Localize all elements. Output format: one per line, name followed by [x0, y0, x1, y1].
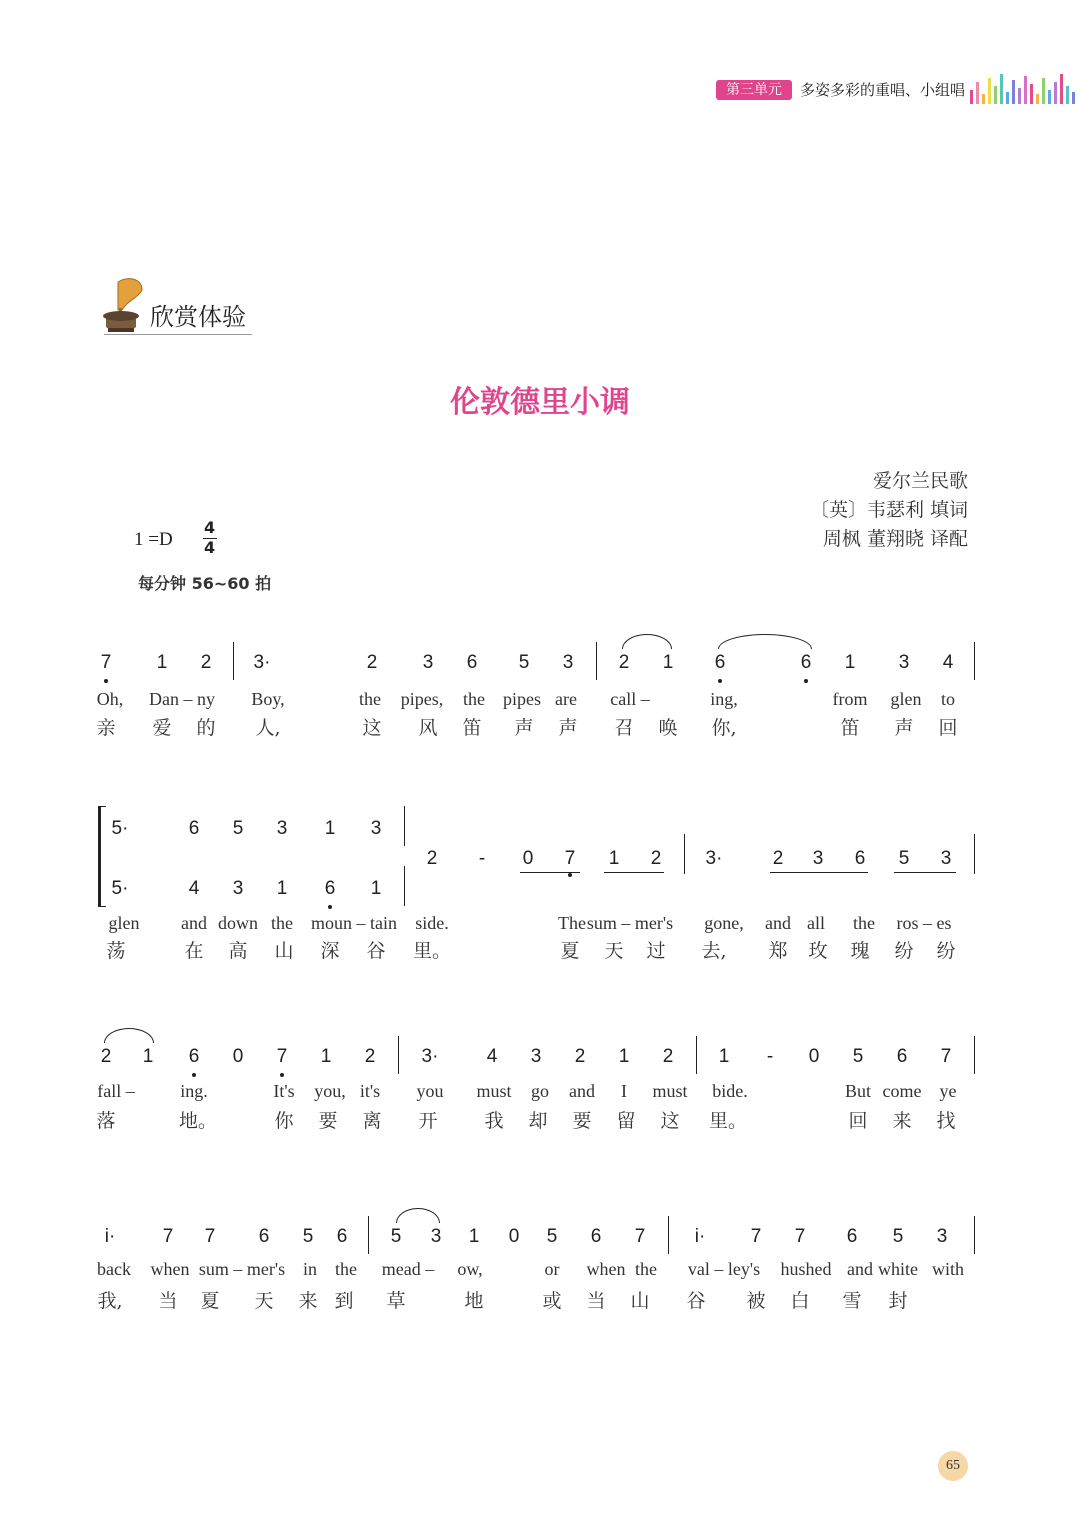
lyric-en: and [847, 1259, 873, 1279]
note: - [766, 1046, 774, 1067]
lyric-cn: 过 [646, 940, 666, 962]
note: 5 [390, 1226, 402, 1247]
note: 5 [302, 1226, 314, 1247]
lyric-en: It's [273, 1081, 295, 1101]
lyric-en: are [555, 689, 577, 709]
note: 6 [188, 1046, 200, 1067]
header-bar [1018, 88, 1021, 104]
lyric-en: the [271, 913, 293, 933]
time-signature-top: 4 [204, 518, 216, 537]
tie-slur [396, 1208, 440, 1223]
lyric-en: the [359, 689, 381, 709]
song-title: 伦敦德里小调 [450, 385, 630, 420]
bar-line [404, 806, 405, 846]
bar-line [404, 866, 405, 906]
note: 3· [253, 652, 271, 673]
lyric-en: the [335, 1259, 357, 1279]
lyric-en: sum – mer's [586, 913, 674, 933]
lyric-en: in [302, 1259, 318, 1279]
note: 3· [705, 848, 723, 869]
note: 2 [574, 1046, 586, 1067]
lyric-en: it's [359, 1081, 381, 1101]
underline-beam [604, 872, 664, 873]
tempo-marking: 每分钟 56~60 拍 [138, 574, 272, 593]
lyric-cn: 草 [386, 1290, 406, 1312]
lyric-cn: 夏 [200, 1290, 220, 1312]
note: 5 [898, 848, 910, 869]
lyric-cn: 我, [97, 1290, 123, 1312]
lyric-en: mead – [381, 1259, 435, 1279]
lyric-cn: 开 [418, 1110, 438, 1132]
lyric-cn: 夏 [560, 940, 580, 962]
lyric-en: gone, [704, 913, 744, 933]
lyric-cn: 你 [274, 1110, 294, 1132]
lyric-cn: 山 [630, 1290, 650, 1312]
lyric-cn: 离 [362, 1110, 382, 1132]
credit-lyricist: 〔英〕韦瑟利 填词 [809, 499, 968, 521]
octave-dot [104, 679, 108, 683]
note: i· [104, 1226, 116, 1247]
note-lower: 4 [188, 878, 200, 899]
section-label: 欣赏体验 [150, 303, 246, 331]
lyric-cn: 声 [894, 717, 914, 739]
note: 6 [846, 1226, 858, 1247]
note: 7 [794, 1226, 806, 1247]
note: 2 [364, 1046, 376, 1067]
note: 3 [430, 1226, 442, 1247]
header-bar [988, 78, 991, 104]
lyric-cn: 来 [892, 1110, 912, 1132]
lyric-cn: 荡 [106, 940, 126, 962]
lyric-en: you, [314, 1081, 346, 1101]
unit-badge: 第三单元 [716, 80, 792, 100]
lyric-en: back [97, 1259, 131, 1279]
lyric-cn: 纷 [894, 940, 914, 962]
note: 5 [546, 1226, 558, 1247]
lyric-en: Dan – ny [149, 689, 215, 709]
lyric-cn: 雪 [842, 1290, 862, 1312]
tie-slur [104, 1028, 154, 1043]
lyric-cn: 要 [572, 1110, 592, 1132]
brace-top [98, 806, 106, 807]
note: 6 [800, 652, 812, 673]
lyric-en: and [569, 1081, 595, 1101]
note: 0 [808, 1046, 820, 1067]
underline-beam [894, 872, 956, 873]
lyric-en: you [416, 1081, 444, 1101]
header-bar [1042, 78, 1045, 104]
note: 0 [522, 848, 534, 869]
header-bar [994, 86, 997, 104]
underline-beam [520, 872, 580, 873]
lyric-en: Oh, [96, 689, 124, 709]
lyric-en: I [621, 1081, 627, 1101]
lyric-en: and [765, 913, 791, 933]
lyric-en: val – ley's [687, 1259, 761, 1279]
note: 1 [142, 1046, 154, 1067]
note: 4 [942, 652, 954, 673]
lyric-en: and [181, 913, 207, 933]
key-signature: 1 =D [134, 529, 173, 550]
bar-line [974, 642, 975, 680]
note: 0 [508, 1226, 520, 1247]
note: 2 [426, 848, 438, 869]
lyric-cn: 声 [558, 717, 578, 739]
lyric-cn: 瑰 [850, 940, 870, 962]
lyric-cn: 回 [848, 1110, 868, 1132]
lyric-cn: 召 [614, 717, 634, 739]
note-upper: 1 [324, 818, 336, 839]
octave-dot [280, 1073, 284, 1077]
lyric-cn: 在 [184, 940, 204, 962]
lyric-cn: 声 [514, 717, 534, 739]
note: 3 [530, 1046, 542, 1067]
bar-line [398, 1036, 399, 1074]
header-bar [1066, 86, 1069, 104]
lyric-cn: 我 [484, 1110, 504, 1132]
lyric-cn: 去, [701, 940, 727, 962]
lyric-en: down [218, 913, 258, 933]
tie-slur [622, 634, 672, 649]
lyric-cn: 人, [255, 717, 281, 739]
lyric-en: with [931, 1259, 965, 1279]
note: - [478, 848, 486, 869]
note-lower: 6 [324, 878, 336, 899]
lyric-cn: 当 [586, 1290, 606, 1312]
page-number: 65 [938, 1451, 968, 1481]
lyric-cn: 谷 [686, 1290, 706, 1312]
lyric-en: sum – mer's [198, 1259, 286, 1279]
lyric-en: Boy, [251, 689, 285, 709]
note: 0 [232, 1046, 244, 1067]
header-bar [1072, 92, 1075, 104]
credit-translators: 周枫 董翔晓 译配 [822, 528, 968, 550]
note: 2 [200, 652, 212, 673]
lyric-en: pipes [503, 689, 541, 709]
bar-line [696, 1036, 697, 1074]
header-bar [1012, 80, 1015, 104]
note: 3 [812, 848, 824, 869]
note: 2 [650, 848, 662, 869]
lyric-en: But [844, 1081, 872, 1101]
bar-line [368, 1216, 369, 1254]
header-bar [982, 94, 985, 104]
octave-dot [568, 873, 572, 877]
header-bar [970, 90, 973, 104]
lyric-cn: 深 [320, 940, 340, 962]
lyric-en: go [531, 1081, 549, 1101]
lyric-cn: 落 [96, 1110, 116, 1132]
note-upper: 5· [111, 818, 129, 839]
note: 7 [204, 1226, 216, 1247]
lyric-en: bide. [712, 1081, 748, 1101]
bar-line [233, 642, 234, 680]
lyric-en: when [150, 1259, 190, 1279]
lyric-cn: 郑 [768, 940, 788, 962]
lyric-cn: 唤 [658, 717, 678, 739]
lyric-cn: 谷 [366, 940, 386, 962]
note: 7 [634, 1226, 646, 1247]
note-upper: 3 [276, 818, 288, 839]
lyric-en: from [832, 689, 868, 709]
lyric-cn: 爱 [152, 717, 172, 739]
lyric-cn: 的 [196, 717, 216, 739]
header-bar [1006, 92, 1009, 104]
lyric-cn: 地 [464, 1290, 484, 1312]
lyric-en: The [558, 913, 586, 933]
lyric-cn: 封 [888, 1290, 908, 1312]
brace-bottom [98, 906, 106, 907]
note: 5 [518, 652, 530, 673]
lyric-cn: 你, [711, 717, 737, 739]
lyric-cn: 玫 [808, 940, 828, 962]
octave-dot [804, 679, 808, 683]
lyric-en: must [476, 1081, 512, 1101]
note: 6 [336, 1226, 348, 1247]
note-lower: 1 [370, 878, 382, 899]
lyric-cn: 留 [616, 1110, 636, 1132]
header-bar [1060, 74, 1063, 104]
note: 3 [936, 1226, 948, 1247]
lyric-en: when [586, 1259, 626, 1279]
lyric-cn: 纷 [936, 940, 956, 962]
lyric-cn: 到 [334, 1290, 354, 1312]
lyric-cn: 里。 [708, 1110, 748, 1132]
lyric-en: the [853, 913, 875, 933]
lyric-cn: 这 [362, 717, 382, 739]
lyric-en: the [463, 689, 485, 709]
note: 5 [852, 1046, 864, 1067]
lyric-en: fall – [97, 1081, 135, 1101]
note: 6 [714, 652, 726, 673]
lyric-en: moun – tain [311, 913, 397, 933]
lyric-en: or [544, 1259, 560, 1279]
bar-line [684, 834, 685, 874]
note: 1 [844, 652, 856, 673]
lyric-cn: 天 [254, 1290, 274, 1312]
lyric-cn: 笛 [840, 717, 860, 739]
note: 1 [468, 1226, 480, 1247]
note: 6 [258, 1226, 270, 1247]
note: 6 [590, 1226, 602, 1247]
lyric-en: glen [108, 913, 140, 933]
header-bars-decoration [968, 72, 1080, 104]
lyric-cn: 山 [274, 940, 294, 962]
lyric-cn: 当 [158, 1290, 178, 1312]
lyric-en: white [878, 1259, 918, 1279]
note: 7 [276, 1046, 288, 1067]
header-bar [1030, 84, 1033, 104]
note: 7 [940, 1046, 952, 1067]
note-upper: 6 [188, 818, 200, 839]
lyric-cn: 风 [418, 717, 438, 739]
lyric-en: glen [890, 689, 922, 709]
note: i· [694, 1226, 706, 1247]
bar-line [596, 642, 597, 680]
lyric-cn: 回 [938, 717, 958, 739]
note: 2 [618, 652, 630, 673]
lyric-cn: 这 [660, 1110, 680, 1132]
header-bar [976, 82, 979, 104]
note: 7 [100, 652, 112, 673]
note: 1 [608, 848, 620, 869]
brace-bracket [98, 806, 101, 906]
lyric-en: ow, [457, 1259, 483, 1279]
lyric-cn: 天 [604, 940, 624, 962]
note: 5 [892, 1226, 904, 1247]
lyric-cn: 笛 [462, 717, 482, 739]
bar-line [974, 1036, 975, 1074]
note: 3 [422, 652, 434, 673]
lyric-cn: 来 [298, 1290, 318, 1312]
note: 7 [564, 848, 576, 869]
underline-beam [770, 872, 868, 873]
note: 1 [320, 1046, 332, 1067]
note-lower: 5· [111, 878, 129, 899]
lyric-cn: 亲 [96, 717, 116, 739]
note: 3 [562, 652, 574, 673]
lyric-en: ye [939, 1081, 957, 1101]
note: 1 [662, 652, 674, 673]
octave-dot [192, 1073, 196, 1077]
bar-line [974, 1216, 975, 1254]
lyric-cn: 找 [936, 1110, 956, 1132]
note: 2 [662, 1046, 674, 1067]
lyric-en: side. [415, 913, 449, 933]
lyric-en: to [940, 689, 956, 709]
note: 6 [854, 848, 866, 869]
header-bar [1054, 82, 1057, 104]
lyric-en: ros – es [896, 913, 952, 933]
tie-slur [718, 634, 812, 649]
lyric-cn: 被 [746, 1290, 766, 1312]
lyric-cn: 或 [542, 1290, 562, 1312]
time-signature-bottom: 4 [204, 538, 216, 557]
note: 6 [896, 1046, 908, 1067]
note: 1 [718, 1046, 730, 1067]
note: 1 [618, 1046, 630, 1067]
lyric-en: all [807, 913, 825, 933]
note: 7 [162, 1226, 174, 1247]
lyric-en: pipes, [400, 689, 444, 709]
octave-dot [328, 905, 332, 909]
lyric-cn: 白 [790, 1290, 810, 1312]
lyric-cn: 里。 [412, 940, 452, 962]
lyric-en: must [652, 1081, 688, 1101]
lyric-en: hushed [780, 1259, 832, 1279]
note: 1 [156, 652, 168, 673]
note-lower: 1 [276, 878, 288, 899]
lyric-en: ing. [180, 1081, 208, 1101]
note: 2 [772, 848, 784, 869]
bar-line [668, 1216, 669, 1254]
note: 6 [466, 652, 478, 673]
lyric-en: the [635, 1259, 657, 1279]
lyric-cn: 地。 [178, 1110, 218, 1132]
header-bar [1048, 90, 1051, 104]
header-bar [1036, 94, 1039, 104]
note: 3· [421, 1046, 439, 1067]
note: 3 [898, 652, 910, 673]
note: 2 [100, 1046, 112, 1067]
lyric-en: ing, [710, 689, 738, 709]
note: 2 [366, 652, 378, 673]
unit-title: 多姿多彩的重唱、小组唱 [800, 81, 966, 99]
gramophone-icon [98, 276, 146, 336]
note-lower: 3 [232, 878, 244, 899]
lyric-cn: 要 [318, 1110, 338, 1132]
section-underline [104, 334, 252, 335]
header-bar [1024, 76, 1027, 104]
note: 4 [486, 1046, 498, 1067]
note: 3 [940, 848, 952, 869]
note: 7 [750, 1226, 762, 1247]
note-upper: 3 [370, 818, 382, 839]
lyric-cn: 高 [228, 940, 248, 962]
octave-dot [718, 679, 722, 683]
lyric-en: come [882, 1081, 922, 1101]
note-upper: 5 [232, 818, 244, 839]
bar-line [974, 834, 975, 874]
credit-origin: 爱尔兰民歌 [872, 470, 968, 492]
lyric-en: call – [610, 689, 650, 709]
header-bar [1000, 74, 1003, 104]
lyric-cn: 却 [528, 1110, 548, 1132]
